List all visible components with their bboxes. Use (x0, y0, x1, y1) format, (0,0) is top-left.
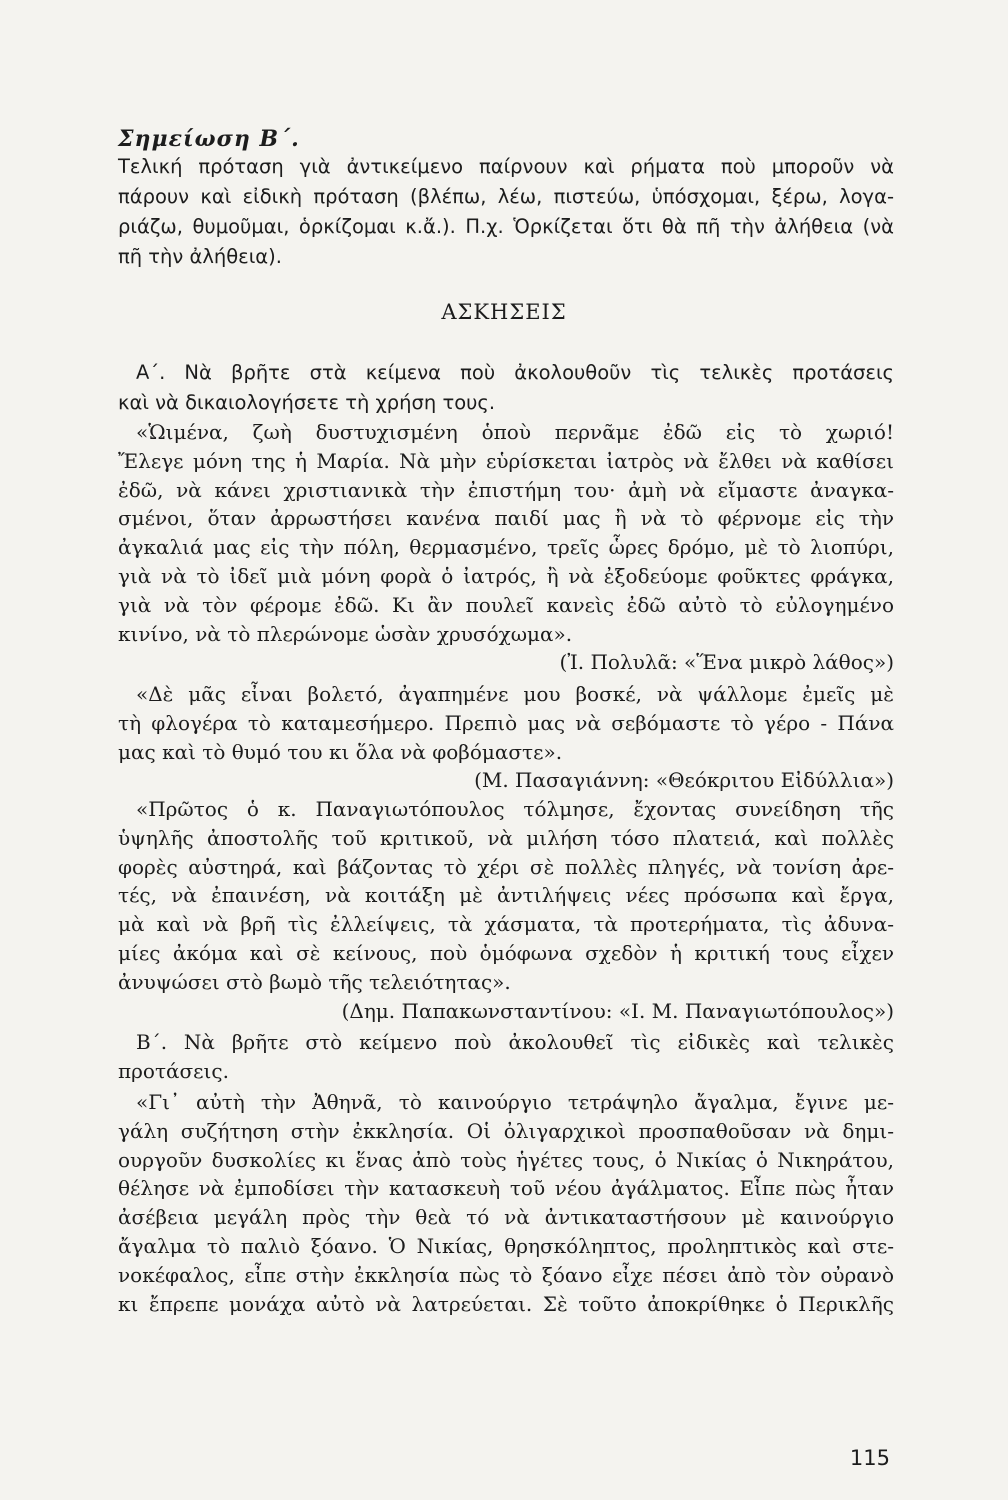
exercise-a-instruction (118, 358, 894, 418)
section-heading: ΑΣΚΗΣΕΙΣ (441, 300, 567, 324)
note-title: Σημείωση Β΄. (118, 126, 300, 152)
text-line: γιὰ νὰ τὸ ἰδεῖ μιὰ μόνη φορὰ ὁ ἰατρός, ἢ νὰ ἐξοδεύομε φοῦκτες φράγκα, (118, 563, 894, 588)
text-line: τές, νὰ ἐπαινέση, νὰ κοιτάξη μὲ ἀντιλήψεις νέες πρόσωπα καὶ ἔργα, (118, 883, 894, 908)
text-line: Α΄. Νὰ βρῆτε στὰ κείμενα ποὺ ἀκολουθοῦν τὶς τελικὲς προτάσεις (136, 361, 894, 384)
text-line: ἀσέβεια μεγάλη πρὸς τὴν θεὰ τό νὰ ἀντικαταστήσουν μὲ καινούργιο (118, 1205, 894, 1230)
text-line: μας καὶ τὸ θυμό του κι ὅλα νὰ φοβόμαστε». (118, 739, 563, 764)
text-line: Τελική πρόταση γιὰ ἀντικείμενο παίρνουν καὶ ρήματα ποὺ μποροῦν νὰ (118, 155, 894, 178)
text-line: γάλη συζήτηση στὴν ἐκκλησία. Οἱ ὀλιγαρχικοὶ προσπαθοῦσαν νὰ δημι- (118, 1118, 894, 1143)
text-line: πῆ τὴν ἀλήθεια). (118, 245, 282, 268)
quote-athena (118, 1088, 894, 1318)
text-line: «Πρῶτος ὁ κ. Παναγιωτόπουλος τόλμησε, ἔχοντας συνείδηση τῆς (136, 797, 894, 821)
text-line: «Ὡιμένα, ζωὴ δυστυχισμένη ὁποὺ περνᾶμε ἐδῶ εἰς τὸ χωριό! (136, 420, 894, 444)
text-line: κινίνο, νὰ τὸ πλερώνομε ὡσὰν χρυσόχωμα». (118, 621, 573, 646)
text-line: ουργοῦν δυσκολίες κι ἕνας ἀπὸ τοὺς ἡγέτες τους, ὁ Νικίας ὁ Νικηράτου, (118, 1147, 894, 1172)
quote-source: (Ἰ. Πολυλᾶ: «Ἕνα μικρὸ λάθος») (559, 650, 894, 675)
text-line: ἀγκαλιά μας εἰς τὴν πόλη, θερμασμένο, τρεῖς ὧρες δρόμο, μὲ τὸ λιοπύρι, (118, 535, 894, 560)
text-line: νοκέφαλος, εἶπε στὴν ἐκκλησία πὼς τὸ ξόανο εἶχε πέσει ἀπὸ τὸν οὐρανὸ (118, 1262, 894, 1287)
text-line: τὴ φλογέρα τὸ καταμεσήμερο. Πρεπιὸ μας νὰ σεβόμαστε τὸ γέρο - Πάνα (118, 710, 894, 735)
page-number: 115 (849, 1446, 890, 1470)
text-line: καὶ νὰ δικαιολογήσετε τὴ χρήση τους. (118, 391, 496, 414)
text-line: ἀνυψώσει στὸ βωμὸ τῆς τελειότητας». (118, 969, 511, 994)
quote-papakonstantinou (118, 795, 894, 1025)
text-line: «Γι᾿ αὐτὴ τὴν Ἀθηνᾶ, τὸ καινούργιο τετράψηλο ἄγαλμα, ἔγινε με- (136, 1090, 894, 1114)
text-line: ὑψηλῆς ἀποστολῆς τοῦ κριτικοῦ, νὰ μιλήση τόσο πλατειά, καὶ πολλὲς (118, 825, 894, 850)
quote-source: (Δημ. Παπακωνσταντίνου: «Ι. Μ. Παναγιωτόπουλος») (341, 998, 894, 1023)
text-line: Ἔλεγε μόνη της ἡ Μαρία. Νὰ μὴν εὑρίσκεται ἰατρὸς νὰ ἔλθει νὰ καθίσει (118, 448, 894, 473)
text-line: «Δὲ μᾶς εἶναι βολετό, ἀγαπημένε μου βοσκέ, νὰ ψάλλομε ἐμεῖς μὲ (136, 682, 894, 706)
text-line: ριάζω, θυμοῦμαι, ὁρκίζομαι κ.ἄ.). Π.χ. Ὁρκίζεται ὅτι θὰ πῆ τὴν ἀλήθεια (νὰ (118, 215, 894, 238)
quote-polylas (118, 418, 894, 677)
text-line: μὰ καὶ νὰ βρῆ τὶς ἐλλείψεις, τὰ χάσματα, τὰ προτερήματα, τὶς ἀδυνα- (118, 912, 894, 937)
exercise-b-instruction (118, 1028, 894, 1086)
text-line: γιὰ νὰ τὸν φέρομε ἐδῶ. Κι ἂν πουλεῖ κανεὶς ἐδῶ αὐτὸ τὸ εὐλογημένο (118, 592, 894, 617)
text-line: ἐδῶ, νὰ κάνει χριστιανικὰ τὴν ἐπιστήμη του· ἀμὴ νὰ εἴμαστε ἀναγκα- (118, 477, 894, 502)
note-paragraph (118, 152, 894, 272)
text-line: Β΄. Νὰ βρῆτε στὸ κείμενο ποὺ ἀκολουθεῖ τὶς εἰδικὲς καὶ τελικὲς (136, 1030, 894, 1054)
text-line: θέλησε νὰ ἐμποδίσει τὴν κατασκευὴ τοῦ νέου ἀγάλματος. Εἶπε πὼς ἦταν (118, 1176, 894, 1201)
text-line: πάρουν καὶ εἰδικὴ πρόταση (βλέπω, λέω, πιστεύω, ὑπόσχομαι, ξέρω, λογα- (118, 185, 894, 208)
text-line: φορὲς αὐστηρά, καὶ βάζοντας τὸ χέρι σὲ πολλὲς πληγές, νὰ τονίση ἀρε- (118, 854, 894, 879)
quote-pasagianni (118, 680, 894, 795)
text-line: ἄγαλμα τὸ παλιὸ ξόανο. Ὁ Νικίας, θρησκόληπτος, προληπτικὸς καὶ στε- (118, 1233, 894, 1258)
quote-source: (Μ. Πασαγιάννη: «Θεόκριτου Εἰδύλλια») (474, 768, 894, 793)
text-line: προτάσεις. (118, 1058, 229, 1083)
text-line: μίες ἀκόμα καὶ σὲ κείνους, ποὺ ὁμόφωνα σχεδὸν ἡ κριτική τους εἶχεν (118, 940, 894, 965)
text-line: κι ἔπρεπε μονάχα αὐτὸ νὰ λατρεύεται. Σὲ τοῦτο ἀποκρίθηκε ὁ Περικλῆς (118, 1291, 894, 1316)
text-line: σμένοι, ὅταν ἀρρωστήσει κανένα παιδί μας ἢ νὰ τὸ φέρνομε εἰς τὴν (118, 506, 894, 531)
